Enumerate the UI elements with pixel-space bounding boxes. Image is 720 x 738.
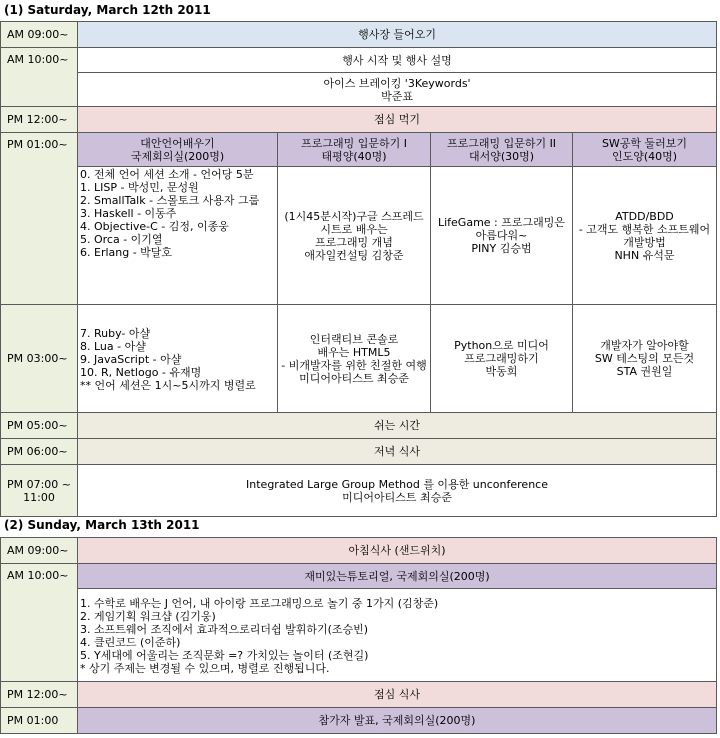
day1-row-1300-sessions [1, 167, 717, 305]
day1-row-tracks [1, 133, 717, 167]
time-cell: PM 05:00~ [1, 413, 78, 439]
day1-heading: (1) Saturday, March 12th 2011 [4, 3, 211, 17]
time-cell: PM 06:00~ [1, 439, 78, 465]
event-cell: 점심 식사 [78, 682, 717, 708]
session-cell [278, 167, 431, 305]
list-item: 10. R, Netlogo - 유재명 [80, 365, 202, 379]
list-item: 5. Orca - 이기열 [80, 233, 163, 246]
time-cell: PM 07:00 ~ 11:00 [1, 465, 78, 517]
time-cell: PM 12:00~ [1, 107, 78, 133]
session-speaker: 박동희 [485, 365, 518, 378]
day2-row-0900 [1, 538, 717, 564]
day1-row-1700 [1, 413, 717, 439]
list-item: 1. LISP - 박성민, 문성원 [80, 181, 199, 194]
session-title: Python으로 미디어 [454, 339, 549, 352]
list-item: 4. 클린코드 (이준하) [80, 635, 181, 649]
day2-heading: (2) Sunday, March 13th 2011 [4, 518, 200, 532]
track-header [431, 133, 573, 167]
list-item: 0. 전체 언어 세션 소개 - 언어당 5분 [80, 168, 254, 181]
list-item: 8. Lua - 아샬 [80, 339, 146, 353]
track-title: 프로그래밍 입문하기 I [301, 136, 407, 150]
list-item: 5. Y세대에 어울리는 조직문화 =? 가치있는 놀이터 (조현길) [80, 648, 369, 662]
track-room: 국제회의실(200명) [130, 149, 225, 163]
event-cell: 참가자 발표, 국제회의실(200명) [78, 708, 717, 734]
list-item: 3. Haskell - 이동주 [80, 207, 177, 220]
time-cell: AM 09:00~ [1, 22, 78, 48]
time-cell: PM 01:00 [1, 708, 78, 734]
unconference-cell [78, 465, 717, 517]
list-item: 2. 게임기획 워크샵 (김기웅) [80, 609, 216, 623]
session-cell [431, 167, 573, 305]
session-cell [431, 305, 573, 413]
session-subtitle: 프로그래밍 개념 [315, 235, 393, 249]
event-cell: 아침식사 (샌드위치) [78, 538, 717, 564]
list-item: 1. 수학로 배우는 J 언어, 내 아이랑 프로그래밍으로 놀기 중 1가지 (김창준) [80, 596, 439, 610]
session-subtitle: - 고객도 행복한 소프트웨어 개발방법 [578, 222, 711, 249]
time-cell: AM 10:00~ [1, 48, 78, 107]
session-speaker: 애자일컨설팅 김창준 [304, 248, 404, 262]
session-title: (1시45분시작)구글 스프레드시트로 배우는 [284, 209, 424, 236]
day2-row-1300 [1, 708, 717, 734]
day2-row-tutorials [1, 589, 717, 682]
event-cell: 행사 시작 및 행사 설명 [78, 48, 717, 73]
session-subtitle: - 비개발자를 위한 친절한 여행 [281, 358, 427, 372]
session-subtitle: 프로그래밍하기 [464, 352, 539, 365]
day1-table [0, 21, 717, 517]
time-cell: AM 10:00~ [1, 564, 78, 682]
list-item: 2. SmallTalk - 스몰토크 사용자 그룹 [80, 194, 260, 207]
day1-row-1500 [1, 305, 717, 413]
event-cell: 재미있는튜토리얼, 국제회의실(200명) [78, 564, 717, 589]
unconference-title: Integrated Large Group Method 를 이용한 unconference [246, 477, 548, 491]
track-header [573, 133, 717, 167]
session-subtitle: 아름다워~ [475, 229, 528, 242]
session-speaker: PINY 김승범 [471, 242, 532, 255]
session-cell [278, 305, 431, 413]
event-cell: 저녁 식사 [78, 439, 717, 465]
event-cell: 쉬는 시간 [78, 413, 717, 439]
list-item: 9. JavaScript - 아샬 [80, 352, 182, 366]
day1-row-icebreak [1, 73, 717, 107]
track-title: SW공학 둘러보기 [601, 136, 688, 150]
track-title: 프로그래밍 입문하기 II [446, 136, 557, 150]
track-header [78, 133, 278, 167]
time-cell: PM 12:00~ [1, 682, 78, 708]
day2-row-1000 [1, 564, 717, 589]
icebreak-title: 아이스 브레이킹 '3Keywords' [323, 76, 471, 90]
list-item: ** 언어 세션은 1시~5시까지 병렬로 [80, 378, 256, 392]
session-subtitle: 배우는 HTML5 [317, 345, 391, 359]
event-cell: 행사장 들어오기 [78, 22, 717, 48]
list-item: 7. Ruby- 아샬 [80, 326, 151, 340]
list-item: * 상기 주제는 변경될 수 있으며, 병렬로 진행됩니다. [80, 661, 330, 675]
day1-row-1200 [1, 107, 717, 133]
list-item: 4. Objective-C - 김정, 이종웅 [80, 220, 229, 233]
session-subtitle: SW 테스팅의 모든것 [594, 352, 695, 365]
day1-row-0900 [1, 22, 717, 48]
session-cell [573, 167, 717, 305]
session-cell [573, 305, 717, 413]
session-speaker: STA 권원일 [616, 365, 673, 378]
unconference-speaker: 미디어아티스트 최승준 [342, 490, 452, 504]
day1-row-1000 [1, 48, 717, 73]
icebreak-cell [78, 73, 717, 107]
time-cell: PM 03:00~ [1, 305, 78, 413]
day1-row-1800 [1, 439, 717, 465]
icebreak-speaker: 박준표 [381, 89, 413, 103]
track-header [278, 133, 431, 167]
list-item: 3. 소프트웨어 조직에서 효과적으로리더쉽 발휘하기(조승빈) [80, 622, 369, 636]
session-title: 개발자가 알아야할 [600, 339, 689, 352]
time-cell: PM 01:00~ [1, 133, 78, 305]
time-cell: AM 09:00~ [1, 538, 78, 564]
session-speaker: NHN 유석문 [614, 248, 675, 262]
tutorial-list [78, 589, 717, 682]
day2-table [0, 537, 717, 734]
session-title: 인터랙티브 콘솔로 [309, 332, 399, 346]
track-room: 태평양(40명) [321, 149, 387, 163]
day1-row-1900 [1, 465, 717, 517]
lang-session-list-1 [78, 167, 278, 305]
session-title: ATDD/BDD [615, 209, 674, 223]
event-cell: 점심 먹기 [78, 107, 717, 133]
session-title: LifeGame : 프로그래밍은 [437, 216, 566, 229]
track-title: 대안언어배우기 [140, 136, 215, 150]
list-item: 6. Erlang - 박달호 [80, 246, 173, 259]
track-room: 대서양(30명) [468, 149, 535, 163]
track-room: 인도양(40명) [611, 149, 678, 163]
session-speaker: 미디어아티스트 최승준 [299, 371, 409, 385]
day2-row-1200 [1, 682, 717, 708]
lang-session-list-2 [78, 305, 278, 413]
